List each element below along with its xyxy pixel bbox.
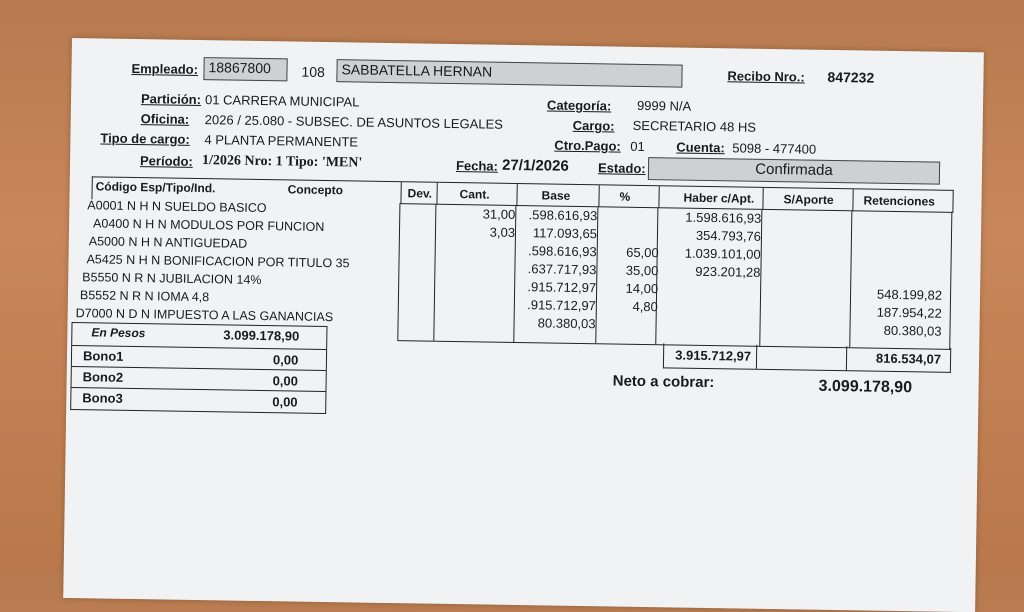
- periodo-label: Período:: [139, 153, 193, 169]
- fecha-value: 27/1/2026: [501, 156, 569, 175]
- cuenta-label: Cuenta:: [676, 139, 725, 156]
- haber-value: 923.201,28: [695, 263, 761, 280]
- haber-value: 1.039.101,00: [684, 245, 761, 262]
- col-concepto: Concepto: [287, 182, 344, 198]
- bono3-value: 0,00: [272, 394, 298, 410]
- col-haber: Haber c/Apt.: [683, 190, 755, 206]
- particion-value: 01 CARRERA MUNICIPAL: [204, 92, 360, 110]
- categoria-value: 9999 N/A: [636, 97, 692, 114]
- haber-value: 354.793,76: [695, 227, 762, 244]
- col-dev: Dev.: [407, 186, 433, 201]
- table-row: A0001 N H N SUELDO BASICO: [87, 198, 267, 216]
- ctro-pago-label: Ctro.Pago:: [554, 137, 621, 154]
- empleado-nombre-field: SABBATELLA HERNAN: [336, 59, 682, 87]
- oficina-value: 2026 / 25.080 - SUBSEC. DE ASUNTOS LEGALES: [204, 112, 504, 132]
- bono2-value: 0,00: [272, 373, 299, 389]
- table-row: B5550 N R N JUBILACION 14%: [82, 270, 262, 288]
- base-value: .598.616,93: [528, 207, 598, 224]
- base-value: 117.093,65: [532, 225, 598, 242]
- retencion-value: 548.199,82: [876, 286, 943, 303]
- payslip-paper: [63, 38, 984, 612]
- retencion-value: 80.380,03: [883, 322, 942, 339]
- particion-label: Partición:: [140, 91, 202, 108]
- col-pct: %: [619, 189, 631, 204]
- table-row: D7000 N D N IMPUESTO A LAS GANANCIAS: [75, 306, 334, 325]
- table-row: A5425 N H N BONIFICACION POR TITULO 35: [86, 252, 350, 271]
- table-row: A0400 N H N MODULOS POR FUNCION: [92, 216, 325, 234]
- oficina-label: Oficina:: [140, 111, 190, 127]
- recibo-nro: 847232: [827, 68, 875, 86]
- total-haber: 3.915.712,97: [675, 347, 752, 364]
- cargo-value: SECRETARIO 48 HS: [632, 117, 757, 135]
- pct-value: 14,00: [625, 280, 659, 297]
- col-cant: Cant.: [459, 187, 490, 202]
- pct-value: 4,80: [632, 298, 658, 315]
- empleado-label: Empleado:: [131, 60, 199, 77]
- neto-label: Neto a cobrar:: [612, 372, 715, 392]
- base-value: .915.712,97: [527, 279, 597, 296]
- fecha-label: Fecha:: [455, 158, 499, 174]
- pct-value: 65,00: [626, 244, 659, 261]
- col-retenciones: Retenciones: [863, 193, 936, 209]
- empleado-id-field: 18867800: [203, 57, 287, 81]
- estado-label: Estado:: [597, 160, 646, 177]
- bono2-label: Bono2: [82, 369, 124, 385]
- tipo-cargo-value: 4 PLANTA PERMANENTE: [204, 132, 359, 150]
- ctro-pago-value: 01: [630, 138, 645, 155]
- neto-value: 3.099.178,90: [818, 377, 913, 397]
- empleado-num: 108: [301, 63, 325, 80]
- col-saporte: S/Aporte: [783, 192, 834, 207]
- cant-value: 3,03: [489, 224, 516, 240]
- haber-value: 1.598.616,93: [685, 209, 762, 226]
- periodo-value: 1/2026 Nro: 1 Tipo: 'MEN': [201, 153, 363, 171]
- table-row: B5552 N R N IOMA 4,8: [79, 288, 210, 305]
- table-row: A5000 N H N ANTIGUEDAD: [88, 234, 248, 251]
- base-value: .637.717,93: [527, 261, 597, 278]
- col-base: Base: [541, 188, 571, 203]
- bono1-label: Bono1: [82, 348, 124, 364]
- base-value: 80.380,03: [537, 315, 596, 332]
- estado-field: Confirmada: [648, 157, 940, 185]
- en-pesos-value: 3.099.178,90: [223, 327, 300, 344]
- cargo-label: Cargo:: [572, 117, 615, 134]
- tipo-cargo-label: Tipo de cargo:: [100, 130, 190, 147]
- total-retenciones: 816.534,07: [875, 350, 942, 367]
- retencion-value: 187.954,22: [876, 304, 942, 321]
- cant-value: 31,00: [482, 206, 516, 222]
- bono3-label: Bono3: [82, 390, 123, 406]
- pct-value: 35,00: [625, 262, 659, 279]
- recibo-label: Recibo Nro.:: [727, 68, 805, 85]
- base-value: .915.712,97: [527, 297, 596, 314]
- en-pesos-label: En Pesos: [91, 325, 146, 341]
- bono1-value: 0,00: [272, 352, 299, 368]
- base-value: .598.616,93: [527, 243, 597, 260]
- cuenta-value: 5098 - 477400: [732, 140, 817, 157]
- col-codigo: Código Esp/Tipo/Ind.: [95, 179, 216, 196]
- categoria-label: Categoría:: [546, 97, 612, 114]
